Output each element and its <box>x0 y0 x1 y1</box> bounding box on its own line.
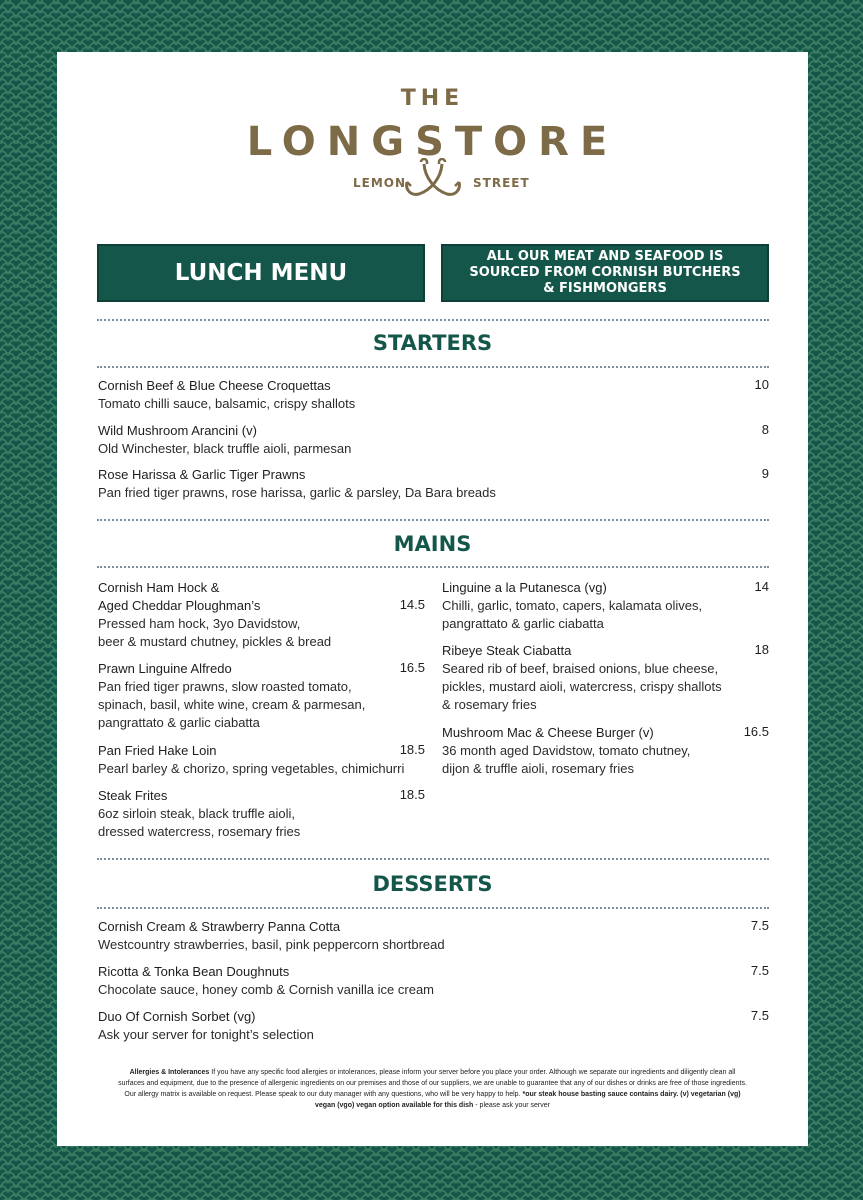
item-description: Pressed ham hock, 3yo Davidstow, <box>98 616 301 631</box>
item-name: Cornish Beef & Blue Cheese Croquettas <box>98 378 331 393</box>
item-name: Linguine a la Putanesca (vg) <box>442 580 607 595</box>
logo-lemon: LEMON <box>353 176 407 190</box>
item-name: Rose Harissa & Garlic Tiger Prawns <box>98 467 306 482</box>
item-name: Ribeye Steak Ciabatta <box>442 643 572 658</box>
divider <box>97 366 769 368</box>
menu-item-main <box>98 787 300 841</box>
item-name: Prawn Linguine Alfredo <box>98 661 232 676</box>
menu-item-dessert <box>98 918 445 954</box>
menu-item-main <box>98 579 331 651</box>
item-name: Pan Fried Hake Loin <box>98 743 217 758</box>
section-title-starters: STARTERS <box>372 331 493 355</box>
menu-item-dessert <box>98 1008 314 1044</box>
item-description: Pan fried tiger prawns, slow roasted tomato, <box>98 679 352 694</box>
item-description: dijon & truffle aioli, rosemary fries <box>442 761 634 776</box>
logo-street: STREET <box>473 176 530 190</box>
item-description: Chocolate sauce, honey comb & Cornish vanilla ice cream <box>98 982 435 997</box>
allergy-notice-key: *our steak house basting sauce contains dairy. (v) vegetarian (vg) vegan (vgo) vegan option available for this dish <box>315 1091 741 1109</box>
item-description: Tomato chilli sauce, balsamic, crispy shallots <box>98 396 356 411</box>
divider <box>97 858 769 860</box>
item-name: Aged Cheddar Ploughman’s <box>98 598 261 613</box>
item-description: 36 month aged Davidstow, tomato chutney, <box>442 743 691 758</box>
menu-item-main <box>442 642 722 714</box>
item-description: & rosemary fries <box>442 697 537 712</box>
item-price: 18 <box>754 642 769 657</box>
item-description: pangrattato & garlic ciabatta <box>442 616 604 631</box>
menu-item-starter <box>98 377 355 413</box>
item-description: beer & mustard chutney, pickles & bread <box>98 634 332 649</box>
item-price: 14 <box>754 579 769 594</box>
item-price: 7.5 <box>750 963 769 978</box>
item-name: Duo Of Cornish Sorbet (vg) <box>98 1009 256 1024</box>
allergy-notice-body: If you have any specific food allergies or intolerances, please inform your server before you place your order. Although we separate our ingredients and diligently clean all surfaces and equipment, due to the presence of allergenic ingredients on our premises and those of our suppliers, we are unable to guarantee that any of our dishes or drinks are free of those ingredients. Our allergy matrix is available on request. Please speak to our duty manager with any questions, who will be very happy to help. <box>118 1069 747 1098</box>
item-name: Mushroom Mac & Cheese Burger (v) <box>442 725 654 740</box>
allergy-notice-tail: - please ask your server <box>473 1102 550 1109</box>
item-price: 14.5 <box>399 597 425 612</box>
sourcing-banner: ALL OUR MEAT AND SEAFOOD IS SOURCED FROM CORNISH BUTCHERS & FISHMONGERS <box>441 244 769 302</box>
item-description: Seared rib of beef, braised onions, blue cheese, <box>442 661 719 676</box>
menu-item-main <box>442 724 690 778</box>
item-description: Pearl barley & chorizo, spring vegetables, chimichurri <box>98 761 405 776</box>
section-title-desserts: DESSERTS <box>372 872 493 896</box>
item-name: Ricotta & Tonka Bean Doughnuts <box>98 964 290 979</box>
menu-page <box>57 52 808 1146</box>
menu-item-main <box>98 660 365 732</box>
item-description: dressed watercress, rosemary fries <box>98 824 301 839</box>
divider <box>97 519 769 521</box>
item-price: 18.5 <box>399 742 425 757</box>
divider <box>97 566 769 568</box>
item-description: Chilli, garlic, tomato, capers, kalamata olives, <box>442 598 703 613</box>
lunch-menu-banner: LUNCH MENU <box>97 244 425 302</box>
item-price: 9 <box>761 466 769 481</box>
item-description: pangrattato & garlic ciabatta <box>98 715 260 730</box>
item-name: Wild Mushroom Arancini (v) <box>98 423 257 438</box>
item-price: 16.5 <box>743 724 769 739</box>
logo-the: THE <box>400 86 465 111</box>
item-description: Ask your server for tonight’s selection <box>98 1027 314 1042</box>
item-description: pickles, mustard aioli, watercress, crispy shallots <box>442 679 722 694</box>
menu-item-main <box>442 579 702 633</box>
item-description: spinach, basil, white wine, cream & parmesan, <box>98 697 366 712</box>
item-description: Westcountry strawberries, basil, pink peppercorn shortbread <box>98 937 445 952</box>
item-name: Cornish Ham Hock & <box>98 580 220 595</box>
logo-name: LONGSTORE <box>246 119 619 165</box>
menu-item-main <box>98 742 404 778</box>
item-name: Cornish Cream & Strawberry Panna Cotta <box>98 919 341 934</box>
fish-hooks-icon <box>401 158 467 202</box>
section-title-mains: MAINS <box>393 532 472 556</box>
allergy-notice-heading: Allergies & Intolerances <box>129 1069 210 1076</box>
item-name: Steak Frites <box>98 788 168 803</box>
item-description: Old Winchester, black truffle aioli, parmesan <box>98 441 352 456</box>
item-price: 7.5 <box>750 1008 769 1023</box>
item-price: 16.5 <box>399 660 425 675</box>
divider <box>97 319 769 321</box>
menu-item-starter <box>98 466 496 502</box>
item-price: 7.5 <box>750 918 769 933</box>
item-price: 18.5 <box>399 787 425 802</box>
item-description: Pan fried tiger prawns, rose harissa, garlic & parsley, Da Bara breads <box>98 485 496 500</box>
allergy-notice <box>117 1067 748 1111</box>
item-price: 10 <box>754 377 769 392</box>
item-price: 8 <box>761 422 769 437</box>
menu-item-starter <box>98 422 351 458</box>
item-description: 6oz sirloin steak, black truffle aioli, <box>98 806 296 821</box>
menu-item-dessert <box>98 963 434 999</box>
divider <box>97 907 769 909</box>
restaurant-logo <box>57 52 808 222</box>
